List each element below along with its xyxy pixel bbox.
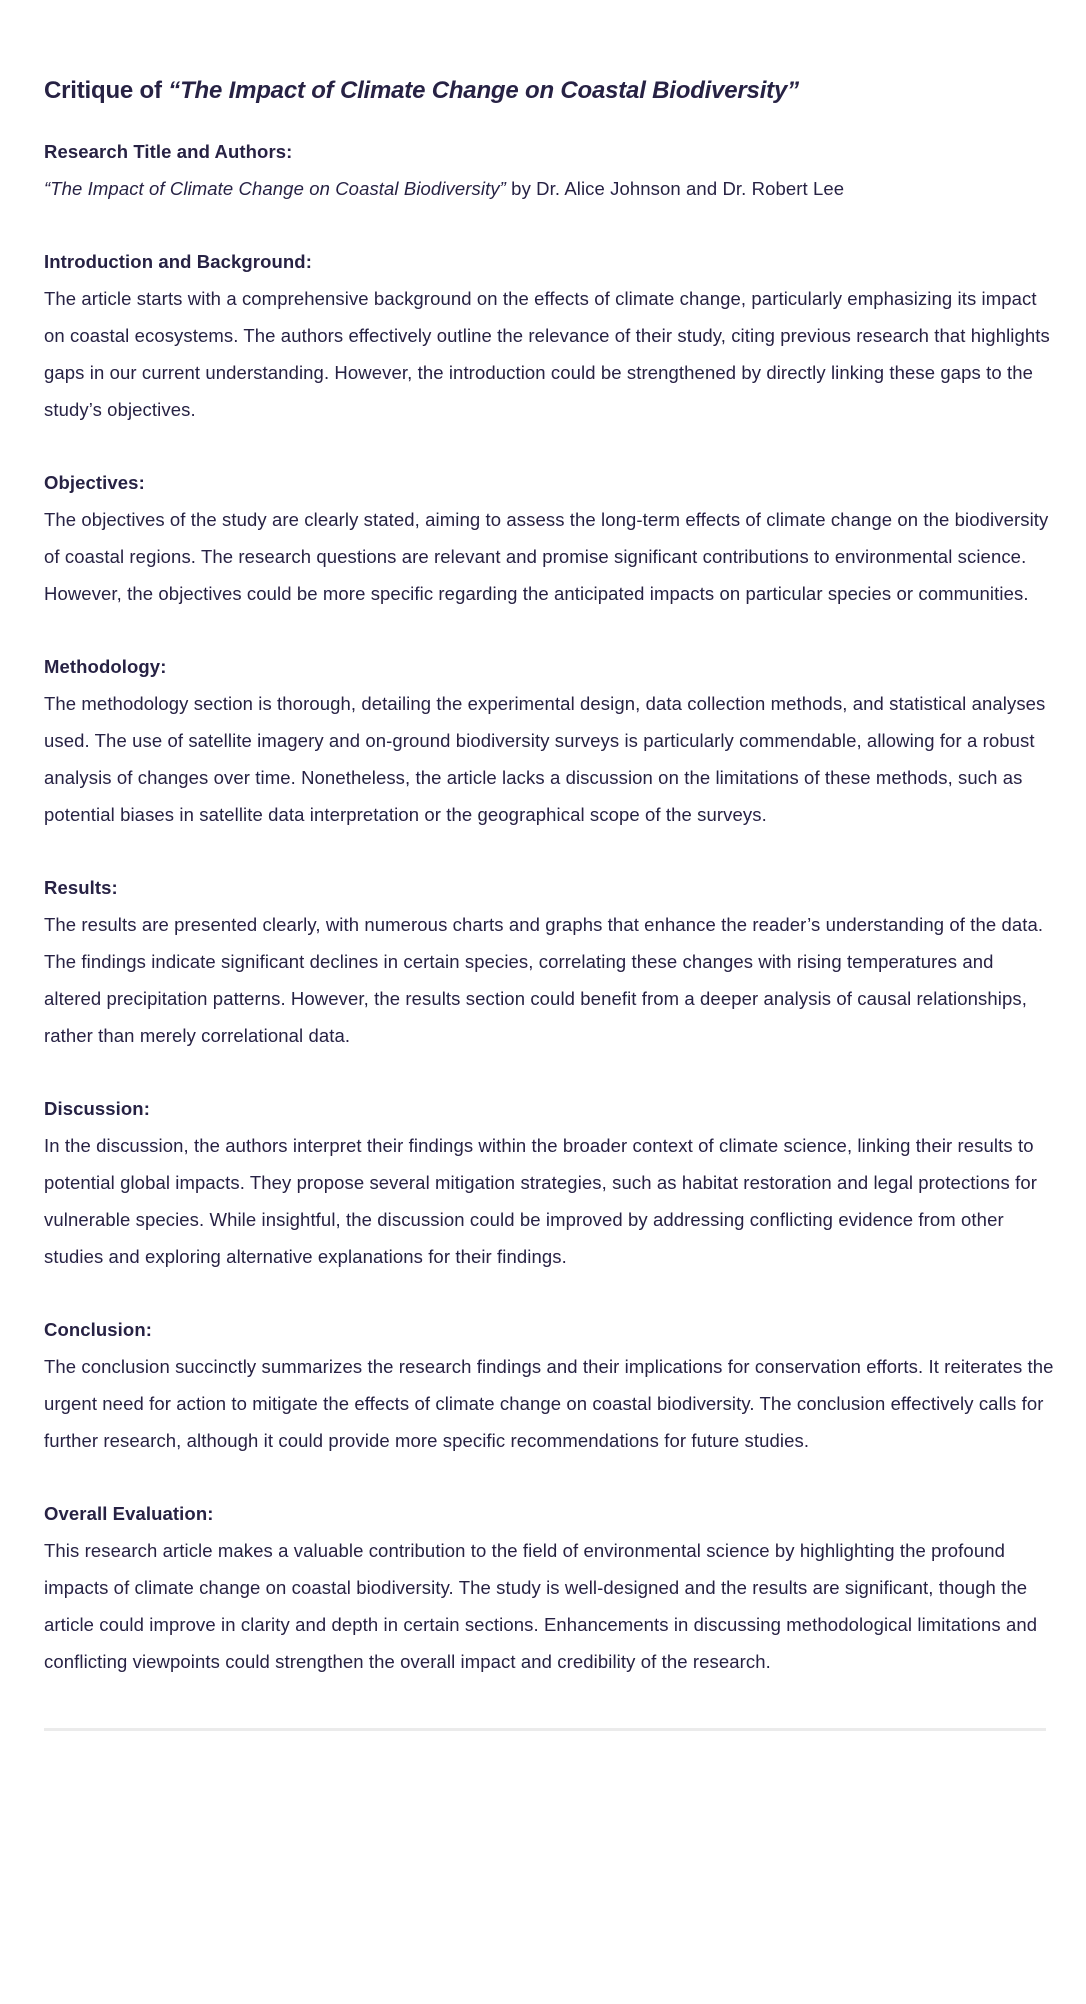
section-heading: Results: (44, 877, 118, 898)
section-body: The objectives of the study are clearly stated, aiming to assess the long-term effects of climate change on the biodiversity of coastal regions. The research questions are relevant and promise significant contributions to environmental science. However, the objectives could be more specific regarding the anticipated impacts on particular species or communities. (44, 509, 1049, 604)
bottom-divider (44, 1728, 1046, 1731)
section-heading: Introduction and Background: (44, 251, 312, 272)
research-byline (44, 170, 1054, 207)
section-methodology (44, 648, 1054, 833)
section-heading: Conclusion: (44, 1319, 152, 1340)
section-research-title-authors (44, 133, 1054, 207)
section-heading: Research Title and Authors: (44, 141, 293, 162)
page-title-quoted: “The Impact of Climate Change on Coastal Biodiversity” (168, 77, 799, 104)
section-discussion (44, 1090, 1054, 1275)
section-body: The methodology section is thorough, detailing the experimental design, data collection methods, and statistical analyses used. The use of satellite imagery and on-ground biodiversity surveys is particularly commendable, allowing for a robust analysis of changes over time. Nonetheless, the article lacks a discussion on the limitations of these methods, such as potential biases in satellite data interpretation or the geographical scope of the surveys. (44, 693, 1046, 825)
section-body: This research article makes a valuable contribution to the field of environmental science by highlighting the profound impacts of climate change on coastal biodiversity. The study is well-designed and the results are significant, though the article could improve in clarity and depth in certain sections. Enhancements in discussing methodological limitations and conflicting viewpoints could strengthen the overall impact and credibility of the research. (44, 1540, 1038, 1672)
research-title-quoted: “The Impact of Climate Change on Coastal Biodiversity” (44, 178, 506, 199)
page-title-prefix: Critique of (44, 77, 169, 104)
section-overall-evaluation (44, 1495, 1054, 1680)
section-introduction-background (44, 243, 1054, 428)
section-objectives (44, 464, 1054, 612)
section-body: The article starts with a comprehensive background on the effects of climate change, particularly emphasizing its impact on coastal ecosystems. The authors effectively outline the relevance of their study, citing previous research that highlights gaps in our current understanding. However, the introduction could be strengthened by directly linking these gaps to the study’s objectives. (44, 288, 1050, 420)
section-heading: Discussion: (44, 1098, 150, 1119)
page-title (44, 76, 1054, 106)
section-body: In the discussion, the authors interpret their findings within the broader context of climate science, linking their results to potential global impacts. They propose several mitigation strategies, such as habitat restoration and legal protections for vulnerable species. While insightful, the discussion could be improved by addressing conflicting evidence from other studies and exploring alternative explanations for their findings. (44, 1135, 1038, 1267)
section-heading: Overall Evaluation: (44, 1503, 214, 1524)
section-results (44, 869, 1054, 1054)
research-authors: by Dr. Alice Johnson and Dr. Robert Lee (505, 178, 845, 199)
section-heading: Objectives: (44, 472, 145, 493)
section-body: The conclusion succinctly summarizes the research findings and their implications for conservation efforts. It reiterates the urgent need for action to mitigate the effects of climate change on coastal biodiversity. The conclusion effectively calls for further research, although it could provide more specific recommendations for future studies. (44, 1356, 1054, 1451)
section-body: The results are presented clearly, with numerous charts and graphs that enhance the reader’s understanding of the data. The findings indicate significant declines in certain species, correlating these changes with rising temperatures and altered precipitation patterns. However, the results section could benefit from a deeper analysis of causal relationships, rather than merely correlational data. (44, 914, 1044, 1046)
section-heading: Methodology: (44, 656, 167, 677)
section-conclusion (44, 1311, 1054, 1459)
